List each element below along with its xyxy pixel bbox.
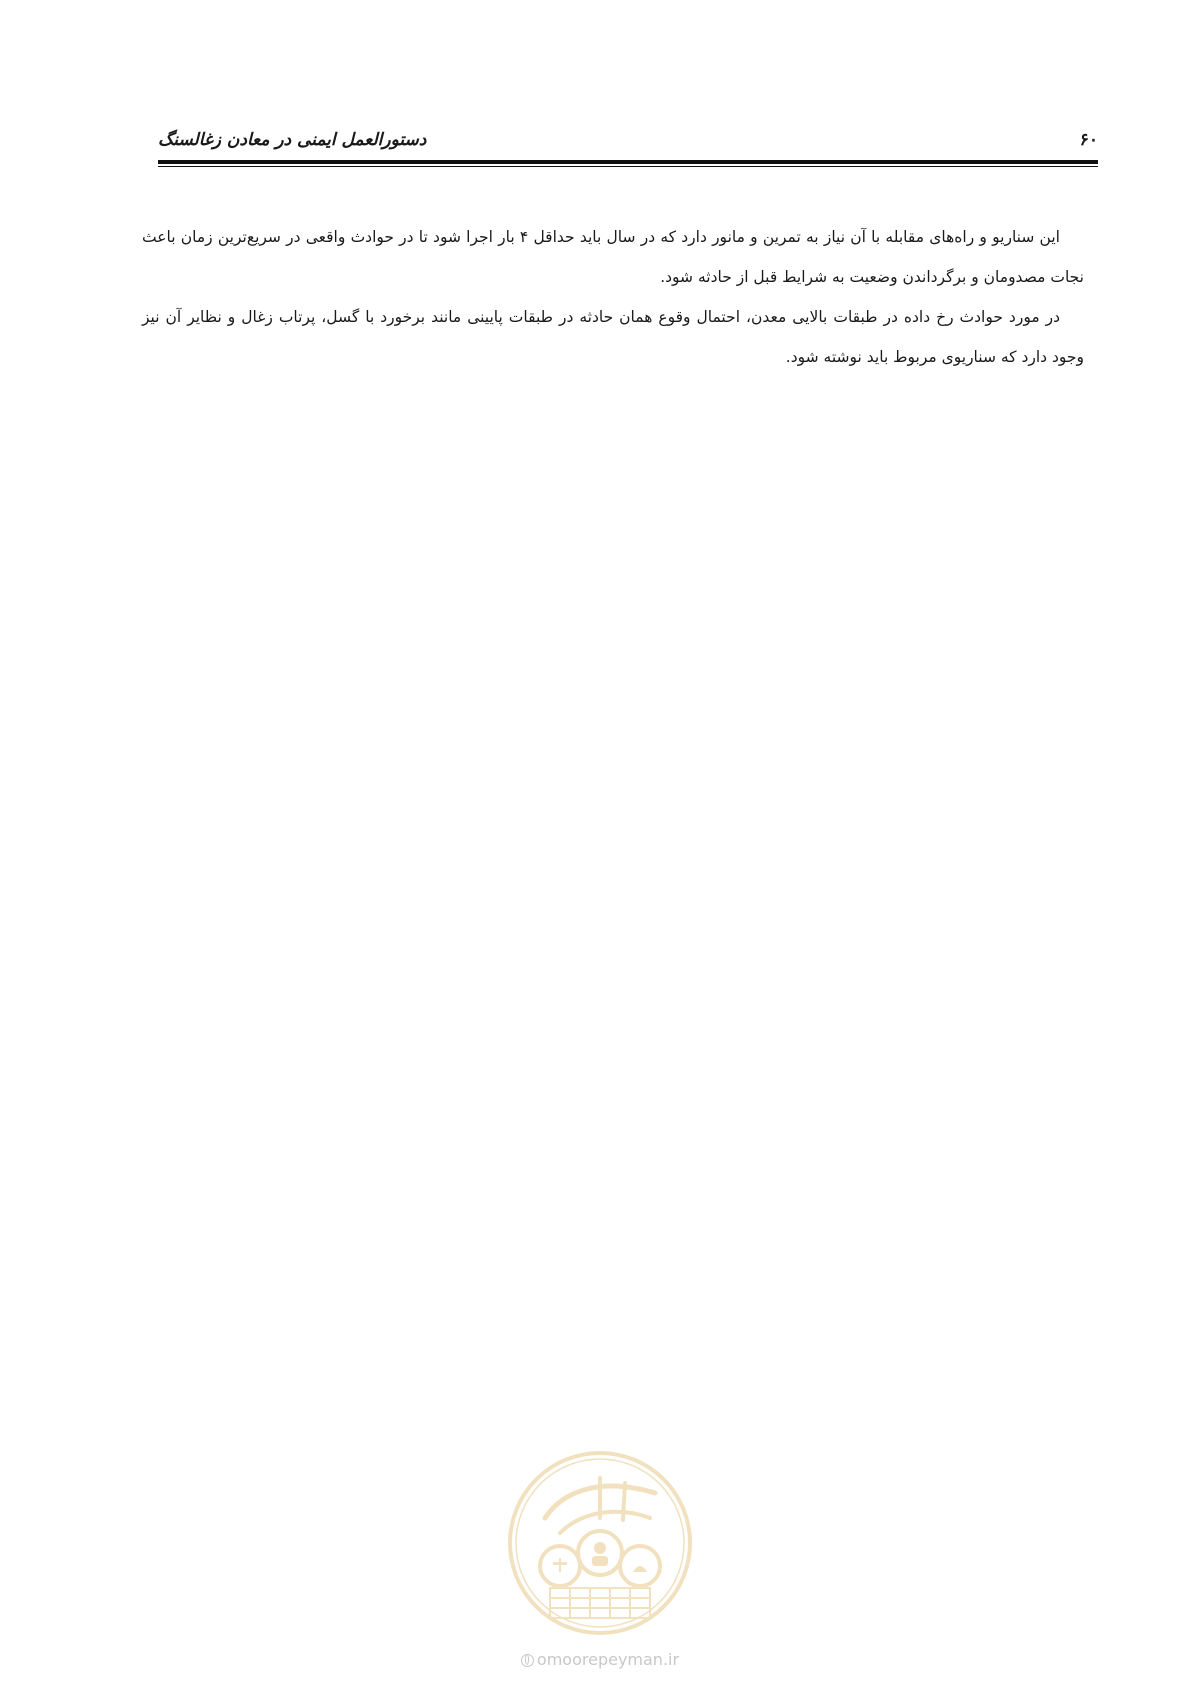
watermark-logo	[505, 1448, 695, 1638]
paragraph-1: این سناریو و راه‌های مقابله با آن نیاز به تمرین و مانور دارد که در سال باید حداقل ۴ بار اجرا شود تا در حوادث واقعی در سریع‌ترین زمان باعث نجات مصدومان و برگرداندن وضعیت به شرایط قبل از حادثه شود.	[142, 228, 1084, 286]
header-title: دستورالعمل ایمنی در معادن زغالسنگ	[158, 130, 427, 150]
globe-icon	[521, 1654, 534, 1667]
header-rule-thin	[158, 166, 1098, 167]
page-number: ۶۰	[1079, 130, 1098, 150]
header-rule-thick	[158, 160, 1098, 164]
body-text	[142, 217, 1084, 377]
watermark-url	[505, 1650, 695, 1669]
watermark-logo-icon	[505, 1448, 695, 1638]
paragraph-2: در مورد حوادث رخ داده در طبقات بالایی معدن، احتمال وقوع همان حادثه در طبقات پایینی مانند برخورد با گسل، پرتاب زغال و نظایر آن نیز وجود دارد که سناریوی مربوط باید نوشته شود.	[142, 308, 1084, 366]
watermark-url-text: omoorepeyman.ir	[536, 1650, 680, 1669]
